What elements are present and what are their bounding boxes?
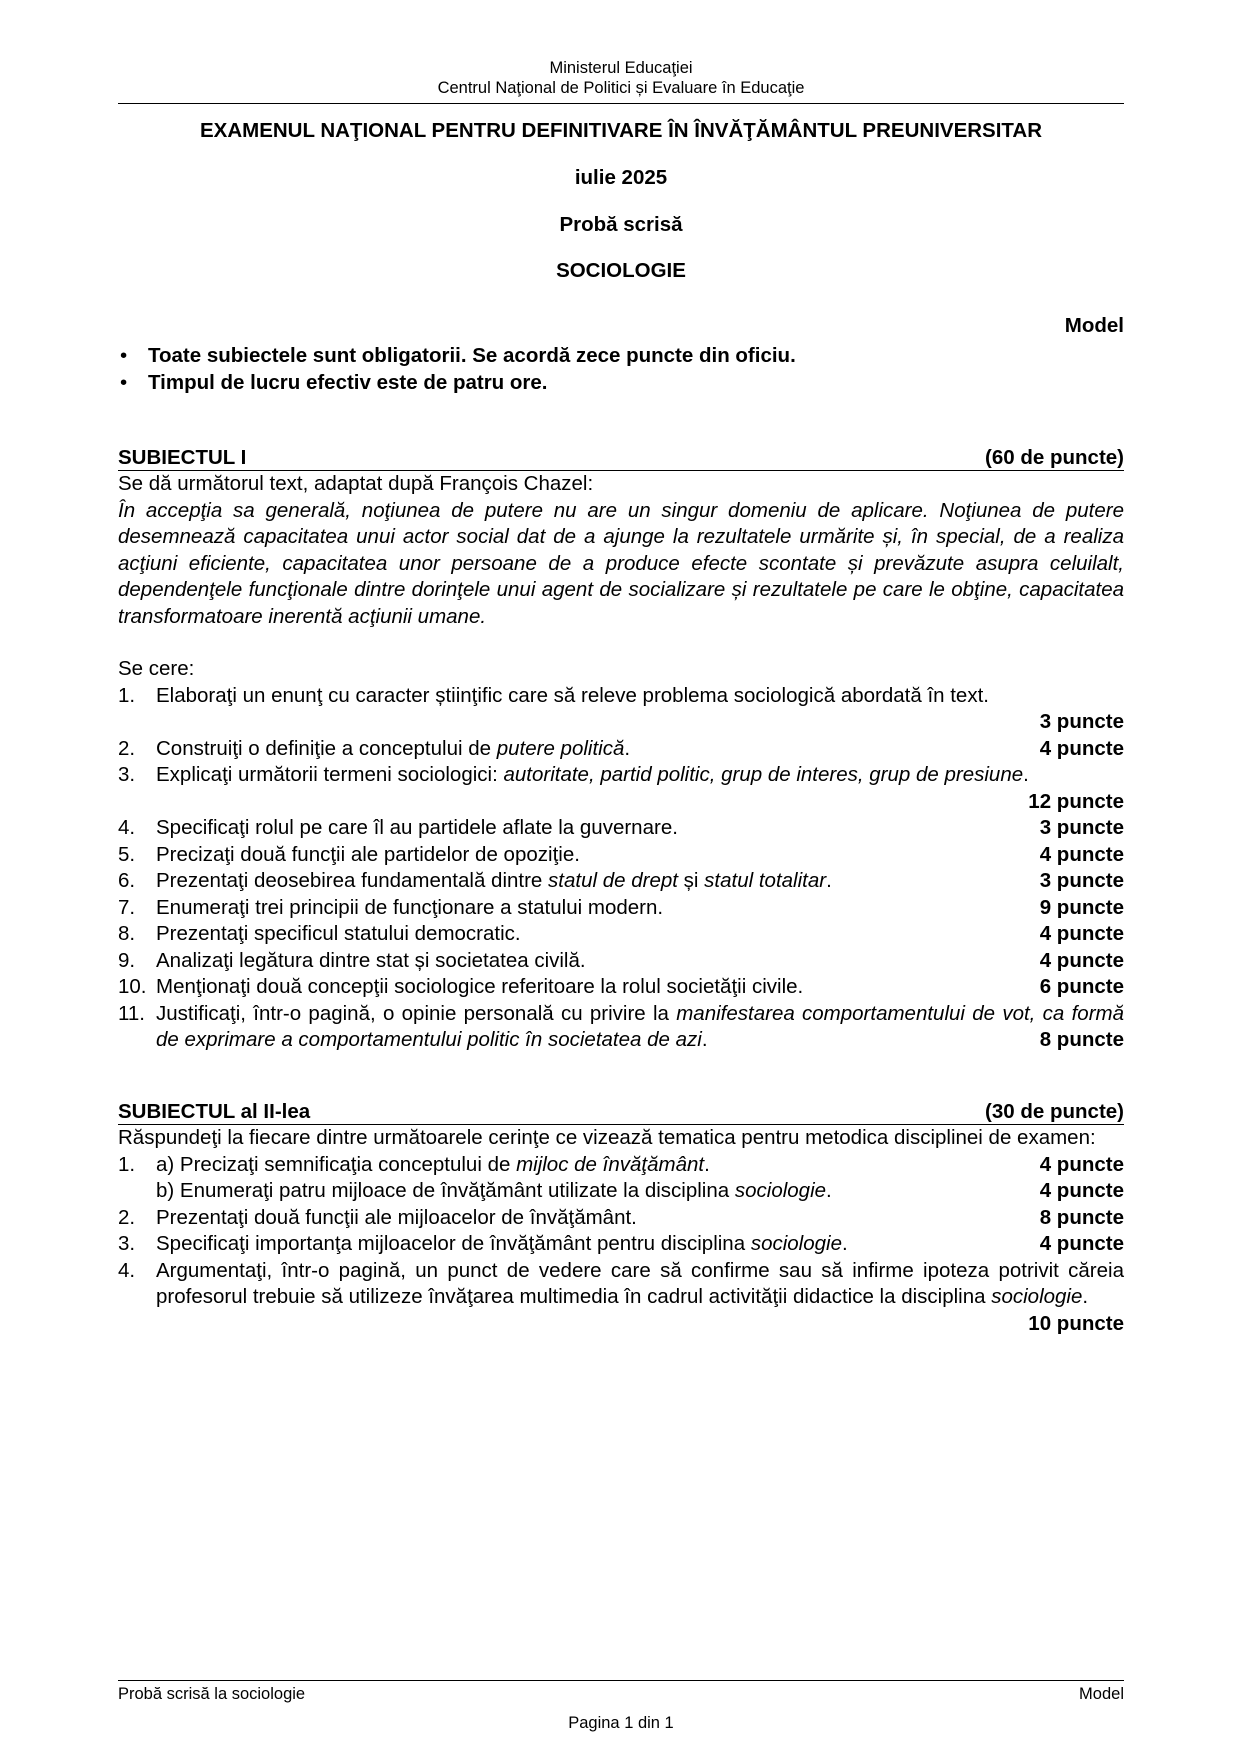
exam-session: iulie 2025 <box>574 166 668 189</box>
exam-subject: SOCIOLOGIE <box>556 259 686 282</box>
item-text: Prezentaţi specificul statului democratic. <box>156 922 521 945</box>
list-item <box>118 921 1124 948</box>
item-number: 6. <box>118 869 136 892</box>
item-points: 9 puncte <box>1039 895 1124 919</box>
list-item <box>118 1001 1124 1054</box>
item-points: 4 puncte <box>1039 842 1124 866</box>
item-number <box>118 1178 156 1205</box>
list-item <box>118 762 1124 815</box>
item-number: 2. <box>118 1205 136 1229</box>
subject-1-items <box>118 683 1124 1054</box>
list-item <box>118 815 1124 842</box>
item-points: 4 puncte <box>1039 1152 1124 1176</box>
list-item <box>118 1258 1124 1338</box>
list-item <box>118 1178 1124 1205</box>
footer-right: Model <box>1079 1685 1124 1703</box>
item-text: Justificaţi, într-o pagină, o opinie personală cu privire la manifestarea comportamentului de vot, ca formă de exprimare a comportamentului politic în societatea de azi. <box>156 1001 1124 1051</box>
item-points: 8 puncte <box>1039 1205 1124 1229</box>
item-points: 4 puncte <box>1039 922 1124 945</box>
item-text: Specificaţi rolul pe care îl au partidele aflate la guvernare. <box>156 816 678 839</box>
item-number: 5. <box>118 842 136 866</box>
item-number: 7. <box>118 895 136 919</box>
item-text: b) Enumeraţi patru mijloace de învăţământ utilizate la disciplina sociologie. <box>156 1179 832 1202</box>
instruction-item: • Timpul de lucru efectiv este de patru ore. <box>118 369 1124 396</box>
item-points: 3 puncte <box>1039 710 1124 733</box>
model-label: Model <box>1064 314 1124 337</box>
item-text: Elaboraţi un enunţ cu caracter știinţific care să releve problema sociologică abordată în text. <box>156 683 989 707</box>
item-number: 9. <box>118 948 136 972</box>
item-text: Explicaţi următorii termeni sociologici: autoritate, partid politic, grup de interes, grup de presiune. <box>156 763 1029 786</box>
item-text: Precizaţi două funcţii ale partidelor de opoziţie. <box>156 842 580 866</box>
page-footer <box>118 1680 1124 1733</box>
subject-1-heading <box>118 446 1124 471</box>
item-number: 8. <box>118 922 136 945</box>
item-number: 4. <box>118 1258 136 1282</box>
document-page <box>118 0 1124 1755</box>
item-text: Prezentaţi deosebirea fundamentală dintre statul de drept și statul totalitar. <box>156 869 832 892</box>
subject-2-heading <box>118 1100 1124 1125</box>
center-name: Centrul Naţional de Politici și Evaluare în Educaţie <box>437 79 805 97</box>
item-number: 1. <box>118 683 136 707</box>
item-number: 11. <box>118 1001 145 1025</box>
page-header <box>118 58 1124 98</box>
header-rule <box>118 103 1124 104</box>
subject-2-points: (30 de puncte) <box>985 1100 1124 1123</box>
item-text: Enumeraţi trei principii de funcţionare a statului modern. <box>156 895 664 919</box>
subject-2-section <box>118 1100 1124 1337</box>
item-points: 12 puncte <box>1028 789 1124 813</box>
item-number: 2. <box>118 736 136 760</box>
footer-rule <box>118 1680 1124 1681</box>
subject-1-section <box>118 446 1124 1054</box>
subject-1-quote: În accepţia sa generală, noţiunea de putere nu are un singur domeniu de aplicare. Noţiunea de putere desemnează capacitatea unui actor social dat de a ajunge la rezultatele urmărite și, în special, de a realiza acţiuni eficiente, capacitatea unor persoane de a produce efecte scontate și prevăzute asupra celuilalt, dependenţele funcţionale dintre dorinţele unui agent de socializare și rezultatele pe care le obţine, capacitatea transformatoare inerentă acţiunii umane. <box>118 498 1124 628</box>
list-item <box>118 736 1124 763</box>
list-item <box>118 1231 1124 1258</box>
list-item <box>118 895 1124 922</box>
item-text: Analizaţi legătura dintre stat și societatea civilă. <box>156 948 586 972</box>
item-number: 10. <box>118 975 147 998</box>
item-points: 3 puncte <box>1039 869 1124 892</box>
list-item <box>118 868 1124 895</box>
item-text: Prezentaţi două funcţii ale mijloacelor de învăţământ. <box>156 1205 637 1229</box>
list-item <box>118 842 1124 869</box>
instruction-item: • Toate subiectele sunt obligatorii. Se acordă zece puncte din oficiu. <box>118 342 1124 369</box>
exam-title: EXAMENUL NAŢIONAL PENTRU DEFINITIVARE ÎN ÎNVĂŢĂMÂNTUL PREUNIVERSITAR <box>199 119 1043 142</box>
item-points: 3 puncte <box>1039 816 1124 839</box>
item-number: 3. <box>118 1232 136 1255</box>
test-type: Probă scrisă <box>559 213 683 236</box>
subject-1-points: (60 de puncte) <box>985 446 1124 469</box>
footer-left: Probă scrisă la sociologie <box>118 1685 306 1703</box>
task-label: Se cere: <box>118 657 195 680</box>
item-points: 4 puncte <box>1039 736 1124 760</box>
item-number: 4. <box>118 816 136 839</box>
item-number: 1. <box>118 1152 136 1176</box>
ministry-name: Ministerul Educaţiei <box>549 59 693 77</box>
list-item <box>118 948 1124 975</box>
list-item <box>118 974 1124 1001</box>
list-item <box>118 1152 1124 1179</box>
item-points: 10 puncte <box>1028 1311 1124 1335</box>
list-item <box>118 1205 1124 1232</box>
page-number: Pagina 1 din 1 <box>568 1714 674 1732</box>
item-points: 4 puncte <box>1039 1179 1124 1202</box>
subject-2-items <box>118 1152 1124 1338</box>
subject-1-intro: Se dă următorul text, adaptat după François Chazel: <box>118 472 594 495</box>
item-points: 4 puncte <box>1039 1232 1124 1255</box>
subject-2-intro: Răspundeţi la fiecare dintre următoarele cerinţe ce vizează tematica pentru metodica disciplinei de examen: <box>118 1126 1096 1149</box>
item-points: 6 puncte <box>1039 975 1124 998</box>
item-points: 8 puncte <box>1039 1028 1124 1051</box>
subject-2-title: SUBIECTUL al II-lea <box>118 1100 311 1123</box>
item-points: 4 puncte <box>1039 948 1124 972</box>
list-item <box>118 683 1124 736</box>
item-text: Menţionaţi două concepţii sociologice referitoare la rolul societăţii civile. <box>156 975 804 998</box>
item-text: Construiţi o definiţie a conceptului de putere politică. <box>156 736 631 760</box>
item-text: Specificaţi importanţa mijloacelor de învăţământ pentru disciplina sociologie. <box>156 1232 848 1255</box>
instructions-list <box>118 342 1124 396</box>
subject-1-title: SUBIECTUL I <box>118 446 247 469</box>
item-text: Argumentaţi, într-o pagină, un punct de vedere care să confirme sau să infirme ipoteza potrivit căreia profesorul trebuie să utilizeze învăţarea multimedia în cadrul activităţii didactice la disciplina sociologie. <box>156 1258 1124 1308</box>
item-number: 3. <box>118 763 136 786</box>
item-text: a) Precizaţi semnificaţia conceptului de mijloc de învăţământ. <box>156 1152 710 1176</box>
